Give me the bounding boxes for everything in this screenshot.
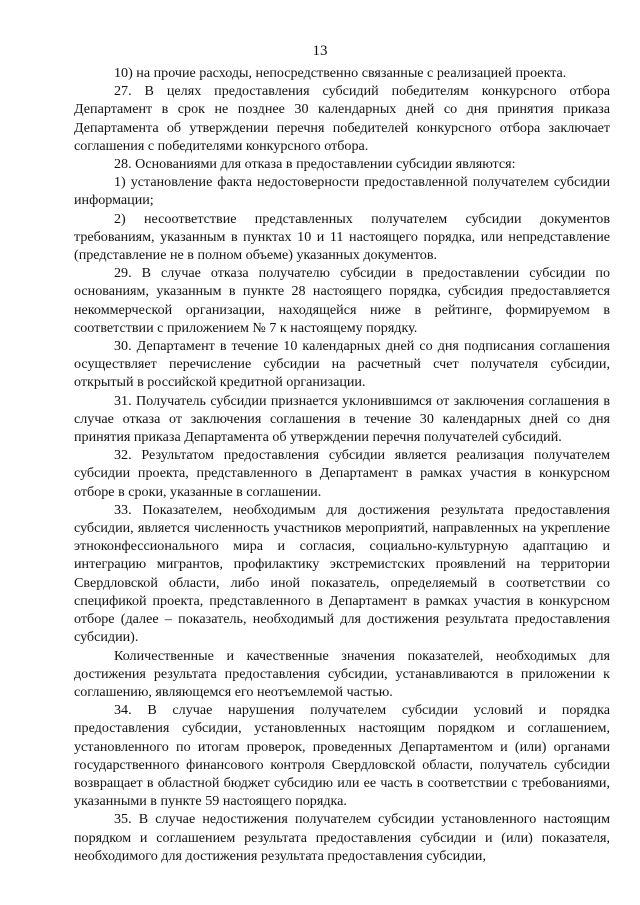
clause-34: 34. В случае нарушения получателем субсидии условий и порядка предоставления субсидии, установленных настоящим порядком и соглашением, установленного по итогам проверок, проведенных Департаментом и (или) органами государственного финансового контроля Свердловской области, получатель субсидии возвращает в областной бюджет субсидию или ее часть в соответствии с требованиями, указанными в пункте 59 настоящего порядка. [74,702,610,810]
page-number: 13 [312,43,328,59]
clause-31: 31. Получатель субсидии признается уклонившимся от заключения соглашения в случае отказа от заключения соглашения в течение 30 календарных дней со дня принятия приказа Департамента об утверждении перечня получателей субсидий. [74,392,610,446]
clause-33-values: Количественные и качественные значения показателей, необходимых для достижения результата предоставления субсидии, устанавливаются в приложении к соглашению, являющемся его неотъемлемой частью. [74,647,610,700]
clause-30: 30. Департамент в течение 10 календарных дней со дня подписания соглашения осуществляет перечисление субсидии на расчетный счет получателя субсидии, открытый в российской кредитной организации. [74,338,610,391]
body-text [74,64,610,865]
clause-28-item-2: 2) несоответствие представленных получателем субсидии документов требованиям, указанным в пунктах 10 и 11 настоящего порядка, или непредставление (представление не в полном объеме) указанных документов. [74,210,610,264]
clause-32: 32. Результатом предоставления субсидии является реализация получателем субсидии проекта, представленного в Департамент в рамках участия в конкурсном отборе в сроки, указанные в соглашении. [74,447,610,500]
clause-28-item-1: 1) установление факта недостоверности предоставленной получателем субсидии информации; [74,174,610,209]
item-10-other-expenses: 10) на прочие расходы, непосредственно связанные с реализацией проекта. [114,65,567,81]
clause-35: 35. В случае недостижения получателем субсидии установленного настоящим порядком и соглашением результата предоставления субсидии и (или) показателя, необходимого для достижения результата предоставления субсидии, [74,811,610,864]
clause-27: 27. В целях предоставления субсидий победителям конкурсного отбора Департамент в срок не позднее 30 календарных дней со дня принятия приказа Департамента об утверждении перечня победителей конкурсного отбора заключает соглашения с победителями конкурсного отбора. [74,83,610,154]
clause-33: 33. Показателем, необходимым для достижения результата предоставления субсидии, является численность участников мероприятий, направленных на укрепление этноконфессионального мира и согласия, социально-культурную адаптацию и интеграцию мигрантов, профилактику экстремистских проявлений на территории Свердловской области, либо иной показатель, определяемый в соответствии со спецификой проекта, представленного в Департамент в рамках участия в конкурсном отборе (далее – показатель, необходимый для достижения результата предоставления субсидии). [74,501,610,646]
clause-29: 29. В случае отказа получателю субсидии в предоставлении субсидии по основаниям, указанным в пункте 28 настоящего порядка, субсидия предоставляется некоммерческой организации, находящейся ниже в рейтинге, формируемом в соответствии с приложением № 7 к настоящему порядку. [74,265,610,336]
clause-28: 28. Основаниями для отказа в предоставлении субсидии являются: [114,156,516,173]
